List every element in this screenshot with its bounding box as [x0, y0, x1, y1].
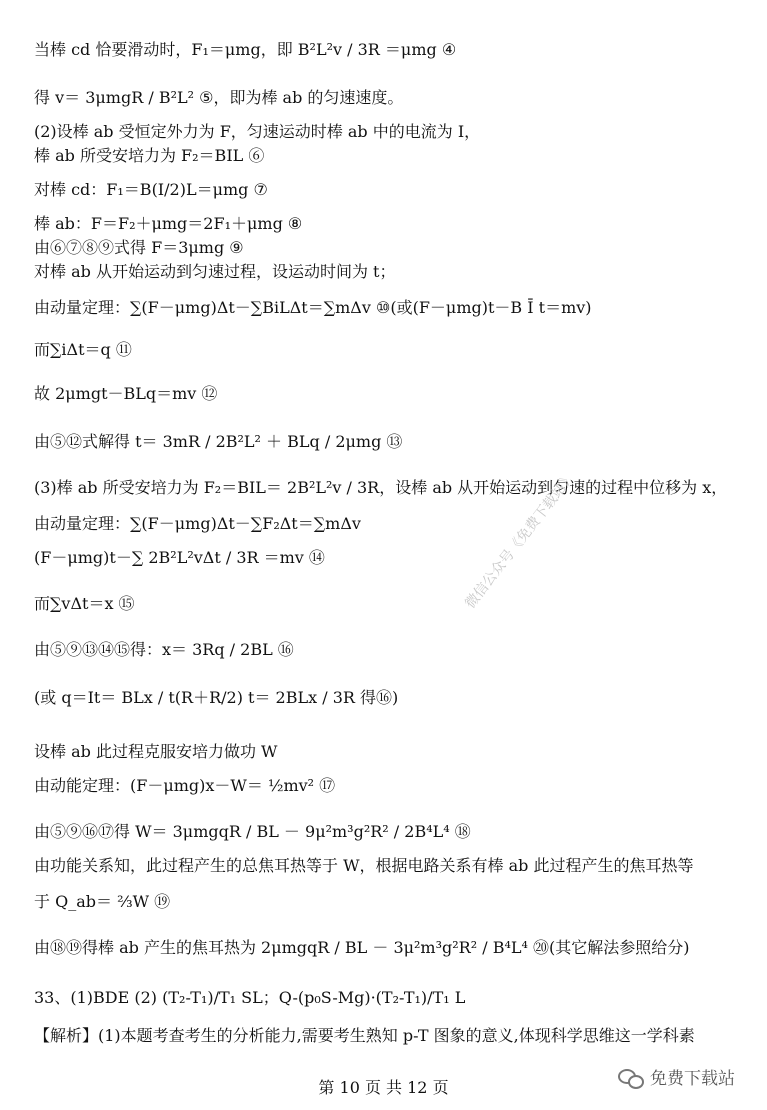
text-line: 棒 ab 所受安培力为 F₂＝BIL ⑥: [34, 146, 265, 165]
text-line: 由⑤⑨⑯⑰得 W＝ 3μmgqR / BL － 9μ²m³g²R² / 2B⁴L⁴ ⑱: [34, 822, 471, 841]
watermark: 微信公众号《免费下载站》: [462, 469, 579, 612]
text-line: (2)设棒 ab 受恒定外力为 F，匀速运动时棒 ab 中的电流为 I，: [34, 122, 481, 141]
text-line: 由⑱⑲得棒 ab 产生的焦耳热为 2μmgqR / BL － 3μ²m³g²R² / B⁴L⁴ ⑳(其它解法参照给分): [34, 938, 690, 957]
text-line: 由动量定理：∑(F－μmg)Δt－∑F₂Δt＝∑mΔv: [34, 514, 361, 533]
text-line: 对棒 cd：F₁＝B(I/2)L＝μmg ⑦: [34, 180, 268, 199]
text-line: 于 Q_ab＝ ⅔W ⑲: [34, 892, 171, 911]
text-line: 设棒 ab 此过程克服安培力做功 W: [34, 742, 278, 761]
brand-name: 免费下载站: [650, 1069, 735, 1089]
text-line: 33、(1)BDE (2) (T₂-T₁)/T₁ SL；Q-(p₀S-Mg)·(T₂-T₁)/T₁ L: [34, 988, 466, 1007]
wechat-icon: [618, 1067, 644, 1087]
text-line: 而∑iΔt＝q ⑪: [34, 340, 132, 359]
text-line: 当棒 cd 恰要滑动时，F₁＝μmg，即 B²L²v / 3R ＝μmg ④: [34, 40, 457, 59]
text-line: 由⑥⑦⑧⑨式得 F＝3μmg ⑨: [34, 238, 244, 257]
text-line: (或 q＝It＝ BLx / t(R＋R/2) t＝ 2BLx / 3R 得⑯): [34, 688, 399, 707]
text-line: 对棒 ab 从开始运动到匀速过程，设运动时间为 t；: [34, 262, 396, 281]
text-line: 故 2μmgt－BLq＝mv ⑫: [34, 384, 218, 403]
text-line: 由功能关系知，此过程产生的总焦耳热等于 W，根据电路关系有棒 ab 此过程产生的焦耳热等: [34, 856, 694, 875]
text-line: 由⑤⑫式解得 t＝ 3mR / 2B²L² ＋ BLq / 2μmg ⑬: [34, 432, 403, 451]
text-line: 【解析】(1)本题考查考生的分析能力,需要考生熟知 p-T 图象的意义,体现科学思维这一学科素: [34, 1026, 695, 1045]
brand-logo: [618, 1064, 735, 1089]
page-footer: 第 10 页 共 12 页: [318, 1078, 449, 1097]
text-line: 由动量定理：∑(F－μmg)Δt－∑BiLΔt＝∑mΔv ⑩(或(F－μmg)t－B Ī t＝mv): [34, 298, 592, 317]
text-line: (F－μmg)t－∑ 2B²L²vΔt / 3R ＝mv ⑭: [34, 548, 325, 567]
text-line: 而∑vΔt＝x ⑮: [34, 594, 135, 613]
text-line: 得 v＝ 3μmgR / B²L² ⑤，即为棒 ab 的匀速速度。: [34, 88, 404, 107]
text-line: 由动能定理：(F－μmg)x－W＝ ½mv² ⑰: [34, 776, 336, 795]
text-line: 棒 ab：F＝F₂＋μmg＝2F₁＋μmg ⑧: [34, 214, 303, 233]
text-line: (3)棒 ab 所受安培力为 F₂＝BIL＝ 2B²L²v / 3R，设棒 ab 从开始运动到匀速的过程中位移为 x，: [34, 478, 728, 497]
text-line: 由⑤⑨⑬⑭⑮得：x＝ 3Rq / 2BL ⑯: [34, 640, 294, 659]
